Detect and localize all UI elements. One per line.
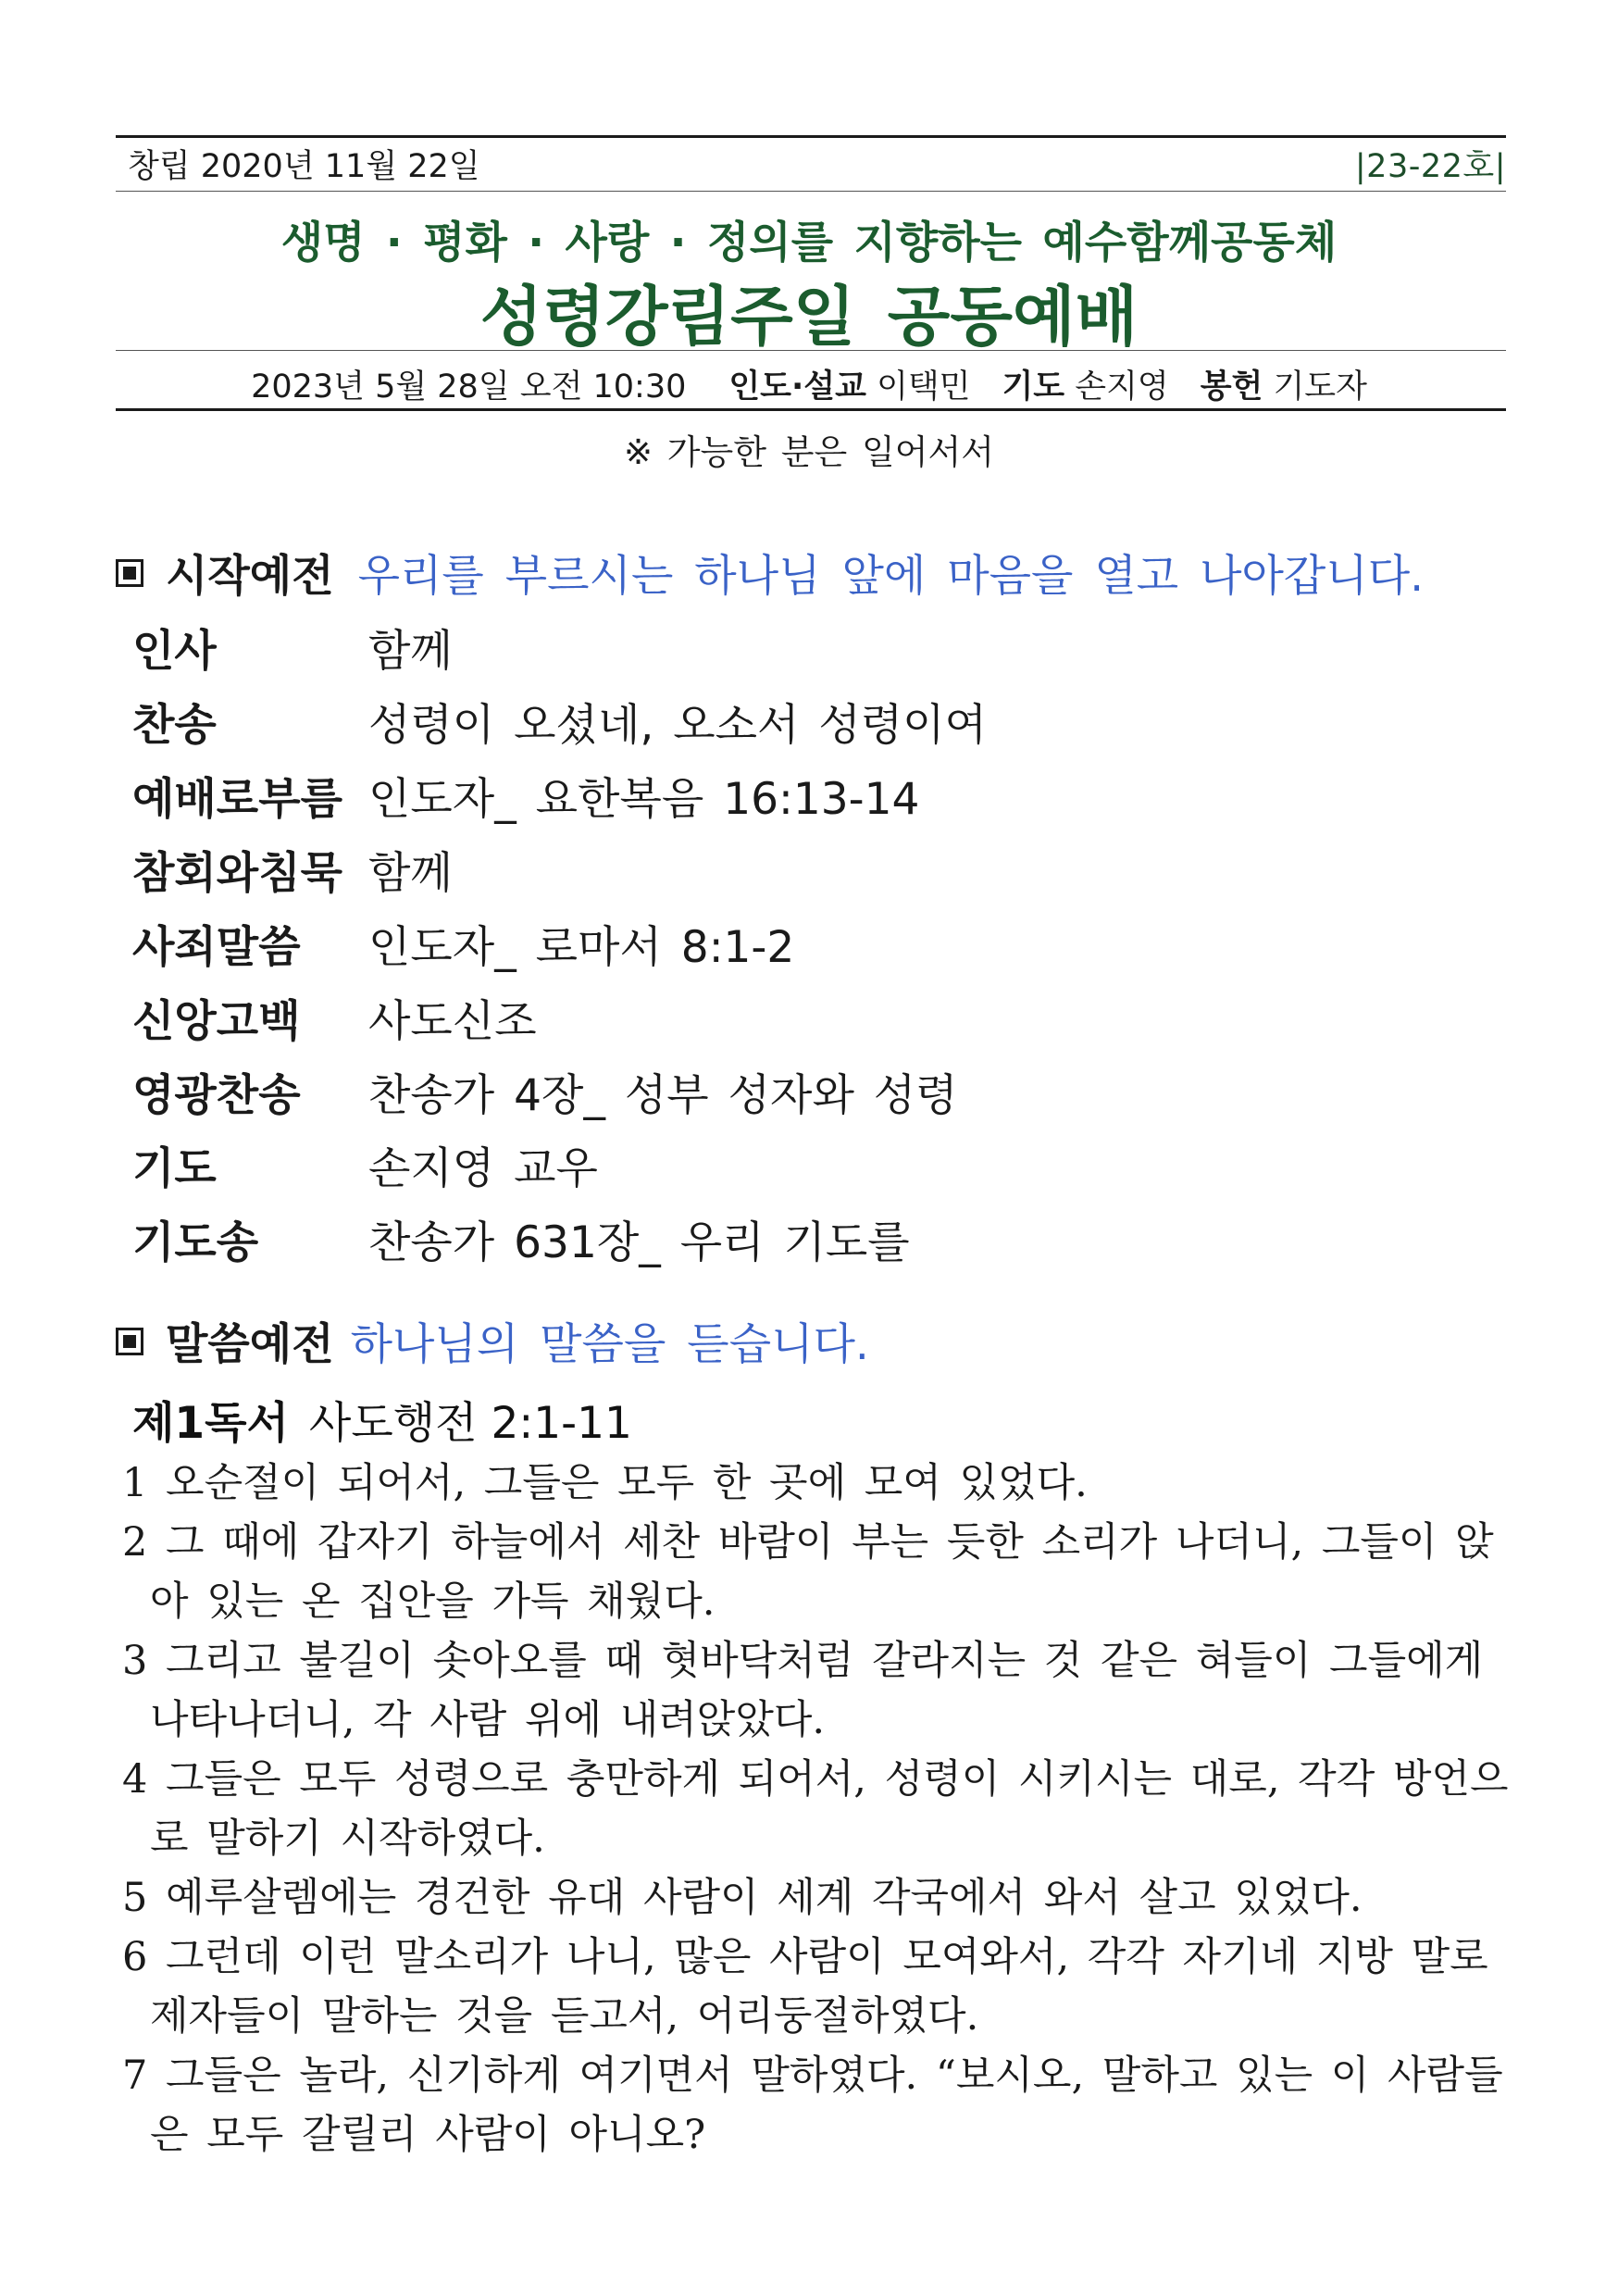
verse: 2 그 때에 갑자기 하늘에서 세찬 바람이 부는 듯한 소리가 나더니, 그들이 앉아 있는 온 집안을 가득 채웠다.	[122, 1519, 1494, 1625]
scripture-text	[122, 1454, 1511, 2165]
order-value: 사도신조	[368, 996, 537, 1047]
order-label: 신앙고백	[132, 996, 301, 1047]
order-label: 사죄말씀	[132, 922, 301, 973]
verse: 3 그리고 불길이 솟아오를 때 혓바닥처럼 갈라지는 것 같은 혀들이 그들에게 나타나더니, 각 사람 위에 내려앉았다.	[122, 1638, 1484, 1743]
offering-label: 봉헌	[1200, 368, 1263, 406]
section-description: 우리를 부르시는 하나님 앞에 마음을 열고 나아갑니다.	[357, 551, 1425, 602]
leader-name: 이택민	[877, 368, 971, 406]
verse: 6 그런데 이런 말소리가 나니, 많은 사람이 모여와서, 각각 자기네 지방 말로 제자들이 말하는 것을 듣고서, 어리둥절하였다.	[122, 1934, 1488, 2040]
verse: 5 예루살렘에는 경건한 유대 사람이 세계 각국에서 와서 살고 있었다.	[122, 1875, 1363, 1921]
order-value: 함께	[368, 626, 453, 677]
order-label: 예배로부름	[132, 774, 343, 825]
verse: 7 그들은 놀라, 신기하게 여기면서 말하였다. “보시오, 말하고 있는 이 사람들은 모두 갈릴리 사람이 아니오?	[122, 2053, 1503, 2158]
verse: 4 그들은 모두 성령으로 충만하게 되어서, 성령이 시키시는 대로, 각각 방언으로 말하기 시작하였다.	[122, 1756, 1509, 1862]
order-label: 찬송	[132, 700, 217, 751]
issue-number: |23-22호|	[1354, 148, 1506, 185]
section-description: 하나님의 말씀을 듣습니다.	[350, 1319, 869, 1370]
prayer-name: 손지영	[1075, 368, 1169, 406]
verse: 1 오순절이 되어서, 그들은 모두 한 곳에 모여 있었다.	[122, 1460, 1088, 1506]
order-label: 영광찬송	[132, 1070, 301, 1121]
section-heading-opening	[116, 542, 1424, 604]
order-label: 기도	[132, 1143, 217, 1194]
square-bullet-icon	[116, 1328, 143, 1355]
section-heading-word	[116, 1310, 869, 1372]
order-value: 손지영 교우	[368, 1143, 598, 1194]
order-label: 인사	[132, 626, 217, 677]
order-label: 참회와침묵	[132, 848, 343, 899]
info-top-rule	[116, 350, 1506, 351]
header-top-rule	[116, 135, 1506, 138]
header-divider	[116, 191, 1506, 192]
standing-notice: ※ 가능한 분은 일어서서	[624, 432, 994, 472]
order-value: 함께	[368, 848, 453, 899]
founding-date: 창립 2020년 11월 22일	[128, 148, 480, 185]
section-name: 시작예전	[166, 551, 334, 602]
section-name: 말씀예전	[166, 1319, 334, 1370]
service-datetime: 2023년 5월 28일 오전 10:30	[251, 368, 687, 406]
page-title: 성령강림주일 공동예배	[479, 279, 1139, 355]
order-value: 찬송가 4장_ 성부 성자와 성령	[368, 1070, 958, 1121]
reading-reference: 사도행전 2:1-11	[308, 1398, 632, 1449]
prayer-label: 기도	[1002, 368, 1065, 406]
offering-name: 기도자	[1273, 368, 1367, 406]
order-label: 기도송	[132, 1217, 259, 1268]
reading-label: 제1독서	[132, 1398, 289, 1449]
order-value: 찬송가 631장_ 우리 기도를	[368, 1217, 910, 1268]
community-slogan: 생명 · 평화 · 사랑 · 정의를 지향하는 예수함께공동체	[280, 218, 1338, 268]
square-bullet-icon	[116, 559, 143, 587]
leader-label: 인도·설교	[728, 368, 866, 406]
order-value: 성령이 오셨네, 오소서 성령이여	[368, 700, 987, 751]
order-value: 인도자_ 요한복음 16:13-14	[368, 774, 920, 825]
info-bottom-rule	[116, 408, 1506, 411]
order-value: 인도자_ 로마서 8:1-2	[368, 922, 795, 973]
service-info	[0, 361, 1618, 407]
reading-heading	[132, 1389, 632, 1451]
